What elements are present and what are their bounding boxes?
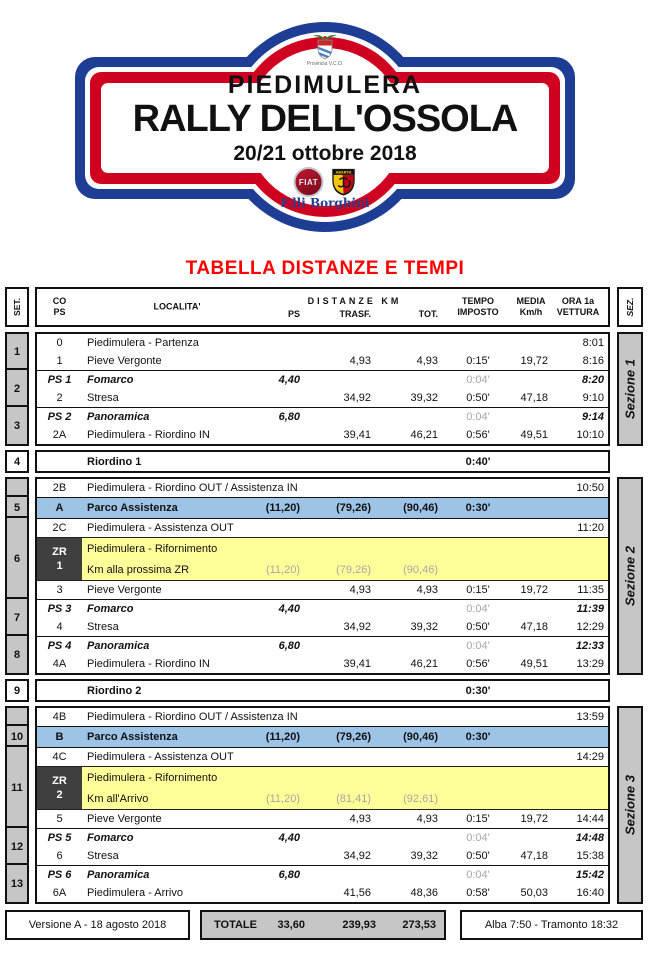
cell-ps: 4,40 [278,832,300,844]
cell-trasf: (79,26) [336,731,371,743]
cell-loc: Km alla prossima ZR [87,563,190,576]
refuel-row [37,537,608,580]
table-row [37,334,608,352]
cell-co: 4B [52,711,67,723]
province-crest-icon [310,33,340,61]
cell-co: 2C [52,522,67,534]
cell-trasf: 41,56 [343,887,371,899]
table-row [37,748,608,766]
cell-loc: Panoramica [87,640,150,652]
sez-header-label: SEZ. [625,297,635,317]
section-band [5,332,643,446]
page-title: TABELLA DISTANZE E TEMPI [185,258,465,279]
cell-ps: (11,20) [265,563,300,576]
cell-co: 3 [56,584,63,596]
cell-trasf: 4,93 [349,355,371,367]
table-row [37,847,608,865]
cell-co: 6 [56,850,63,862]
col-header-distanze: DISTANZE KM [307,296,402,306]
sezione-label: Sezione 3 [622,775,638,835]
cell-tot: 46,21 [410,658,438,670]
cell-loc: Km all'Arrivo [87,792,149,805]
cell-ora: 8:16 [582,355,604,367]
abarth-logo-icon [331,168,357,196]
table-row [37,618,608,636]
table-header [5,287,643,327]
cell-ora: 16:40 [576,887,604,899]
cell-loc: Riordino 2 [87,684,142,697]
cell-ora: 14:44 [576,813,604,825]
cell-tempo: 0:04' [466,374,490,386]
sponsor-name: F.lli Borghini [280,196,370,210]
zr-badge-top: ZR [52,775,67,787]
cell-ps: 6,80 [278,869,300,881]
cell-loc: Piedimulera - Partenza [87,337,199,349]
daylight-box [460,910,643,940]
cell-trasf: 34,92 [343,392,371,404]
set-column [5,450,29,473]
cell-co: 0 [56,337,63,349]
riordino-panel [35,450,610,473]
cell-loc: Piedimulera - Rifornimento [87,771,218,784]
cell-tot: 4,93 [416,813,438,825]
cell-loc: Riordino 1 [87,455,142,468]
cell-tempo: 0:30' [465,684,491,697]
table-row [37,866,608,884]
cell-tempo: 0:04' [466,640,490,652]
table-row [37,708,608,726]
row-group [37,370,608,407]
riordino-panel [35,679,610,702]
cell-co: 2B [52,482,67,494]
zr-badge-num: 1 [56,560,63,572]
cell-trasf: 39,41 [343,658,371,670]
cell-trasf: (79,26) [336,563,371,576]
sezione-bar [617,332,643,446]
table-row [37,655,608,673]
set-cell: 13 [5,863,29,904]
table-row [37,637,608,655]
sezione-label: Sezione 2 [622,546,638,606]
cell-co: PS 2 [47,411,72,423]
cell-ora: 12:33 [575,640,604,652]
section-panel [35,477,610,675]
cell-co: 6A [52,887,67,899]
cell-ps: (11,20) [265,502,300,514]
cell-tempo: 0:50' [466,850,490,862]
cell-tempo: 0:40' [465,455,491,468]
cell-tot: (92,61) [403,792,438,805]
section-panel [35,332,610,446]
sezione-bar [617,706,643,904]
table-row [37,352,608,370]
row-group [37,726,608,747]
table-row [37,389,608,407]
abarth-logo-text: ABARTH [335,170,352,175]
cell-ora: 13:59 [576,711,604,723]
footer [5,910,643,940]
row-group [37,865,608,902]
col-header-localita: LOCALITA' [153,301,201,312]
cell-tot: 4,93 [416,584,438,596]
cell-ora: 9:14 [581,411,604,423]
row-group [37,479,608,497]
row-group [37,518,608,599]
total-label: TOTALE [214,919,257,931]
riordino-band [5,679,643,702]
cell-tempo: 0:04' [466,603,490,615]
zr-badge [37,538,82,580]
cell-co: PS 3 [47,603,72,615]
sez-header-cell [617,287,643,327]
cell-co: A [55,502,64,514]
row-group [37,334,608,370]
row-group [37,747,608,828]
cell-ora: 8:20 [581,374,604,386]
cell-loc: Panoramica [87,869,150,881]
cell-tot: 46,21 [410,429,438,441]
set-cell: 11 [5,745,29,830]
table-row [37,727,608,747]
cell-loc: Stresa [87,392,119,404]
section-panel [35,706,610,904]
cell-co: 4 [56,621,63,633]
col-header-media: MEDIA Km/h [516,296,546,317]
cell-ps: (11,20) [265,731,300,743]
table-row [37,479,608,497]
set-header-cell [5,287,29,327]
set-cell: 6 [5,516,29,601]
row-group [37,407,608,444]
fiat-logo-text: FIAT [298,177,319,187]
cell-co: 4C [52,751,67,763]
cell-ora: 15:38 [576,850,604,862]
table-row [37,829,608,847]
cell-trasf: (81,41) [336,792,371,805]
row-group [37,828,608,865]
set-cell: 7 [5,597,29,638]
cell-tot: (90,46) [403,731,438,743]
cell-ora: 11:39 [576,603,604,615]
set-cell: 3 [5,405,29,446]
row-group [37,636,608,673]
cell-media: 47,18 [520,392,548,404]
set-cell: 1 [5,332,29,372]
sponsor-logos [294,167,357,197]
cell-ora: 13:29 [576,658,604,670]
cell-trasf: 34,92 [343,621,371,633]
cell-loc: Pieve Vergonte [87,813,162,825]
set-cell: 2 [5,368,29,409]
cell-ora: 12:29 [576,621,604,633]
table-row [37,809,608,828]
cell-loc: Piedimulera - Rifornimento [87,542,218,555]
cell-trasf: 34,92 [343,850,371,862]
table-row [37,580,608,599]
cell-tot: 4,93 [416,355,438,367]
cell-co: PS 1 [47,374,72,386]
set-cell: 4 [5,450,29,473]
section-band [5,706,643,904]
cell-tot: 48,36 [410,887,438,899]
set-cell: 10 [5,724,29,749]
cell-loc: Piedimulera - Assistenza OUT [87,751,234,763]
table-row [37,600,608,618]
cell-media: 19,72 [520,813,548,825]
cell-media: 19,72 [520,355,548,367]
refuel-row [37,766,608,809]
table-row [37,408,608,426]
cell-tempo: 0:04' [466,411,490,423]
set-cell: 8 [5,634,29,675]
sez-spacer [617,679,643,702]
cell-ora: 10:50 [576,482,604,494]
cell-co: 2A [52,429,67,441]
set-column [5,332,29,446]
set-column [5,706,29,904]
cell-loc: Pieve Vergonte [87,355,162,367]
cell-ora: 15:42 [575,869,604,881]
sezione-bar [617,477,643,675]
zr-line [37,559,608,580]
cell-ps: 4,40 [278,603,300,615]
rally-plate [0,0,650,236]
col-header-tot: TOT. [418,309,438,319]
zr-badge [37,767,82,809]
cell-media: 47,18 [520,621,548,633]
cell-co: PS 6 [47,869,72,881]
cell-ora: 11:20 [577,522,604,534]
cell-tempo: 0:04' [466,832,490,844]
daylight-label: Alba 7:50 - Tramonto 18:32 [484,919,619,931]
riordino-band [5,450,643,473]
table-row [37,519,608,537]
cell-loc: Panoramica [87,411,150,423]
cell-loc: Piedimulera - Riordino OUT / Assistenza IN [87,711,298,723]
cell-loc: Stresa [87,621,119,633]
zr-line [37,538,608,559]
cell-ora: 14:48 [575,832,604,844]
cell-loc: Fomarco [87,374,134,386]
col-header-tempo: TEMPO IMPOSTO [457,296,499,317]
cell-trasf: 4,93 [349,584,371,596]
row-group [37,599,608,636]
plate-rally-title: RALLY DELL'OSSOLA [132,98,518,140]
cell-loc: Fomarco [87,832,134,844]
zr-badge-num: 2 [56,789,63,801]
cell-ora: 9:10 [582,392,604,404]
province-label: Provincia V.C.O. [306,61,344,67]
cell-media: 47,18 [520,850,548,862]
cell-co: 1 [56,355,63,367]
fiat-logo-icon [294,167,324,197]
cell-tempo: 0:50' [466,621,490,633]
cell-tot: (90,46) [403,502,438,514]
row-group [37,708,608,726]
cell-media: 49,51 [520,658,548,670]
cell-ora: 11:35 [577,584,604,596]
cell-tot: (90,46) [403,563,438,576]
cell-loc: Piedimulera - Assistenza OUT [87,522,234,534]
set-column [5,477,29,675]
cell-tot: 39,32 [410,850,438,862]
total-trasf: 239,93 [342,919,376,931]
cell-trasf: (79,26) [336,502,371,514]
cell-ps: 6,80 [278,411,300,423]
cell-tempo: 0:58' [466,887,490,899]
set-cell: 5 [5,495,29,520]
cell-co: 4A [52,658,67,670]
cell-tempo: 0:30' [465,731,491,743]
table-row [37,452,608,471]
col-header-trasf: TRASF. [339,309,371,319]
plate-content [0,0,650,236]
cell-loc: Piedimulera - Riordino IN [87,429,210,441]
cell-tempo: 0:15' [466,584,490,596]
cell-tempo: 0:15' [466,813,490,825]
cell-loc: Fomarco [87,603,134,615]
set-header-label: SET. [12,298,22,316]
cell-co: PS 5 [47,832,72,844]
cell-loc: Piedimulera - Riordino IN [87,658,210,670]
zr-line [37,767,608,788]
table-row [37,426,608,444]
plate-date: 20/21 ottobre 2018 [233,142,417,165]
cell-trasf: 4,93 [349,813,371,825]
cell-loc: Pieve Vergonte [87,584,162,596]
cell-tempo: 0:04' [466,869,490,881]
cell-co: B [55,731,64,743]
cell-loc: Piedimulera - Arrivo [87,887,183,899]
set-cell: 9 [5,679,29,702]
col-header-ora: ORA 1a VETTURA [556,296,600,317]
total-ps: 33,60 [277,919,305,931]
cell-tot: 39,32 [410,392,438,404]
cell-ora: 8:01 [582,337,604,349]
cell-co: 5 [56,813,63,825]
cell-ps: 6,80 [278,640,300,652]
zr-badge-top: ZR [52,546,67,558]
cell-tempo: 0:56' [466,429,490,441]
cell-loc: Piedimulera - Riordino OUT / Assistenza IN [87,482,298,494]
cell-ora: 14:29 [576,751,604,763]
cell-media: 50,03 [520,887,548,899]
table-body [5,332,650,904]
set-cell: 12 [5,826,29,867]
row-group [37,497,608,518]
cell-co: PS 4 [47,640,72,652]
cell-loc: Stresa [87,850,119,862]
total-tot: 273,53 [402,919,436,931]
table-row [37,498,608,518]
plate-town: PIEDIMULERA [227,71,423,99]
table-row [37,681,608,700]
sezione-label: Sezione 1 [622,359,638,419]
set-column [5,679,29,702]
main-header-panel [35,287,610,327]
cell-loc: Parco Assistenza [87,502,178,514]
cell-trasf: 39,41 [343,429,371,441]
col-header-ps: PS [287,309,300,319]
cell-co: 2 [56,392,63,404]
cell-media: 19,72 [520,584,548,596]
cell-tot: 39,32 [410,621,438,633]
cell-tempo: 0:50' [466,392,490,404]
col-header-co-ps: CO PS [52,296,67,317]
cell-ora: 10:10 [576,429,604,441]
cell-tempo: 0:30' [465,502,491,514]
cell-ps: 4,40 [278,374,300,386]
cell-ps: (11,20) [265,792,300,805]
zr-line [37,788,608,809]
cell-tempo: 0:15' [466,355,490,367]
sez-spacer [617,450,643,473]
version-label: Versione A - 18 agosto 2018 [28,919,167,931]
totals-box [200,910,446,940]
table-row [37,371,608,389]
cell-media: 49,51 [520,429,548,441]
distance-time-table [5,287,650,904]
section-band [5,477,643,675]
table-row [37,884,608,902]
cell-tempo: 0:56' [466,658,490,670]
version-box [5,910,190,940]
cell-loc: Parco Assistenza [87,731,178,743]
